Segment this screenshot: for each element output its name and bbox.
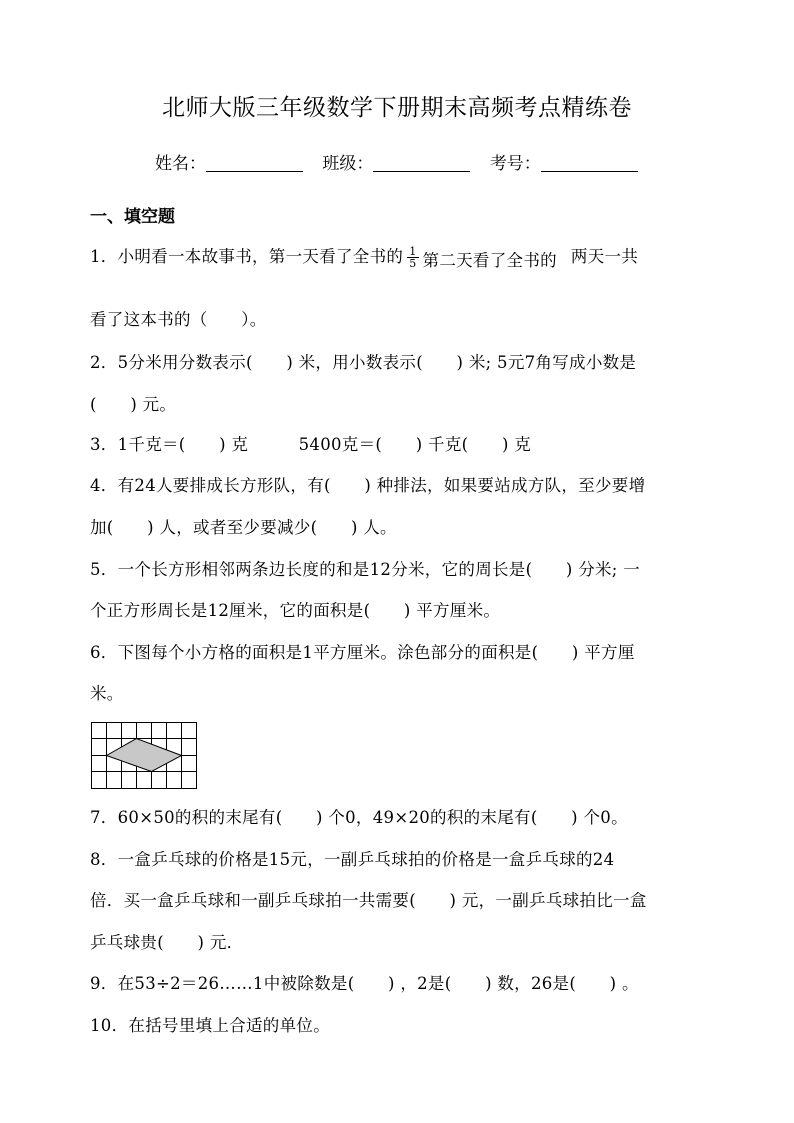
question-8-line-1: 8．一盒乒乓球的价格是15元，一副乒乓球拍的价格是一盒乒乓球的24 bbox=[90, 850, 615, 869]
section-heading-fill-in: 一、填空题 bbox=[90, 207, 175, 227]
question-5-line-2: 个正方形周长是12厘米，它的面积是( ) 平方厘米。 bbox=[90, 601, 501, 620]
question-10: 10．在括号里填上合适的单位。 bbox=[90, 1016, 330, 1035]
question-1-line-2: 看了这本书的（ ）。 bbox=[90, 310, 267, 329]
question-7: 7．60×50的积的末尾有( ) 个0，49×20的积的末尾有( ) 个0。 bbox=[90, 808, 628, 827]
question-4-line-1: 4．有24人要排成长方形队，有( ) 种排法，如果要站成方队，至少要增 bbox=[90, 476, 646, 495]
question-2-line-2: ( ) 元。 bbox=[90, 395, 177, 414]
number-label: 考号： bbox=[489, 154, 541, 174]
class-blank[interactable] bbox=[373, 153, 470, 172]
question-2-line-1: 2．5分米用分数表示( ) 米，用小数表示( ) 米; 5元7角写成小数是 bbox=[90, 353, 637, 372]
class-label: 班级： bbox=[322, 154, 374, 174]
question-6-line-2: 米。 bbox=[90, 684, 124, 703]
question-6-line-1: 6．下图每个小方格的面积是1平方厘米。涂色部分的面积是( ) 平方厘 bbox=[90, 643, 635, 662]
name-label: 姓名： bbox=[155, 154, 206, 174]
question-1-line-1 bbox=[90, 245, 638, 269]
q1-text-b: 第二天看了全书的 bbox=[422, 251, 557, 270]
fraction-denominator: 5 bbox=[409, 257, 417, 270]
question-3: 3．1千克＝( ) 克 5400克＝( ) 千克( ) 克 bbox=[90, 435, 532, 454]
q1-text-c: 两天一共 bbox=[570, 247, 639, 266]
student-info-row bbox=[155, 152, 652, 176]
question-4-line-2: 加( ) 人，或者至少要减少( ) 人。 bbox=[90, 518, 397, 537]
number-blank[interactable] bbox=[541, 153, 638, 172]
page-title: 北师大版三年级数学下册期末高频考点精练卷 bbox=[162, 95, 632, 121]
question-9: 9．在53÷2＝26……1中被除数是( ) ，2是( ) 数，26是( ) 。 bbox=[90, 974, 639, 993]
question-8-line-3: 乒乓球贵( ) 元． bbox=[90, 933, 244, 952]
question-5-line-1: 5．一个长方形相邻两条边长度的和是12分米，它的周长是( ) 分米; 一 bbox=[90, 560, 641, 579]
question-8-line-2: 倍．买一盒乒乓球和一副乒乓球拍一共需要( ) 元，一副乒乓球拍比一盒 bbox=[90, 891, 647, 910]
fraction-one-fifth bbox=[407, 246, 418, 269]
shaded-rhombus bbox=[107, 739, 182, 772]
name-blank[interactable] bbox=[206, 153, 303, 172]
grid-diagram bbox=[91, 722, 199, 790]
q1-text-a: 1．小明看一本故事书，第一天看了全书的 bbox=[90, 247, 404, 266]
fraction-numerator: 1 bbox=[409, 245, 417, 258]
